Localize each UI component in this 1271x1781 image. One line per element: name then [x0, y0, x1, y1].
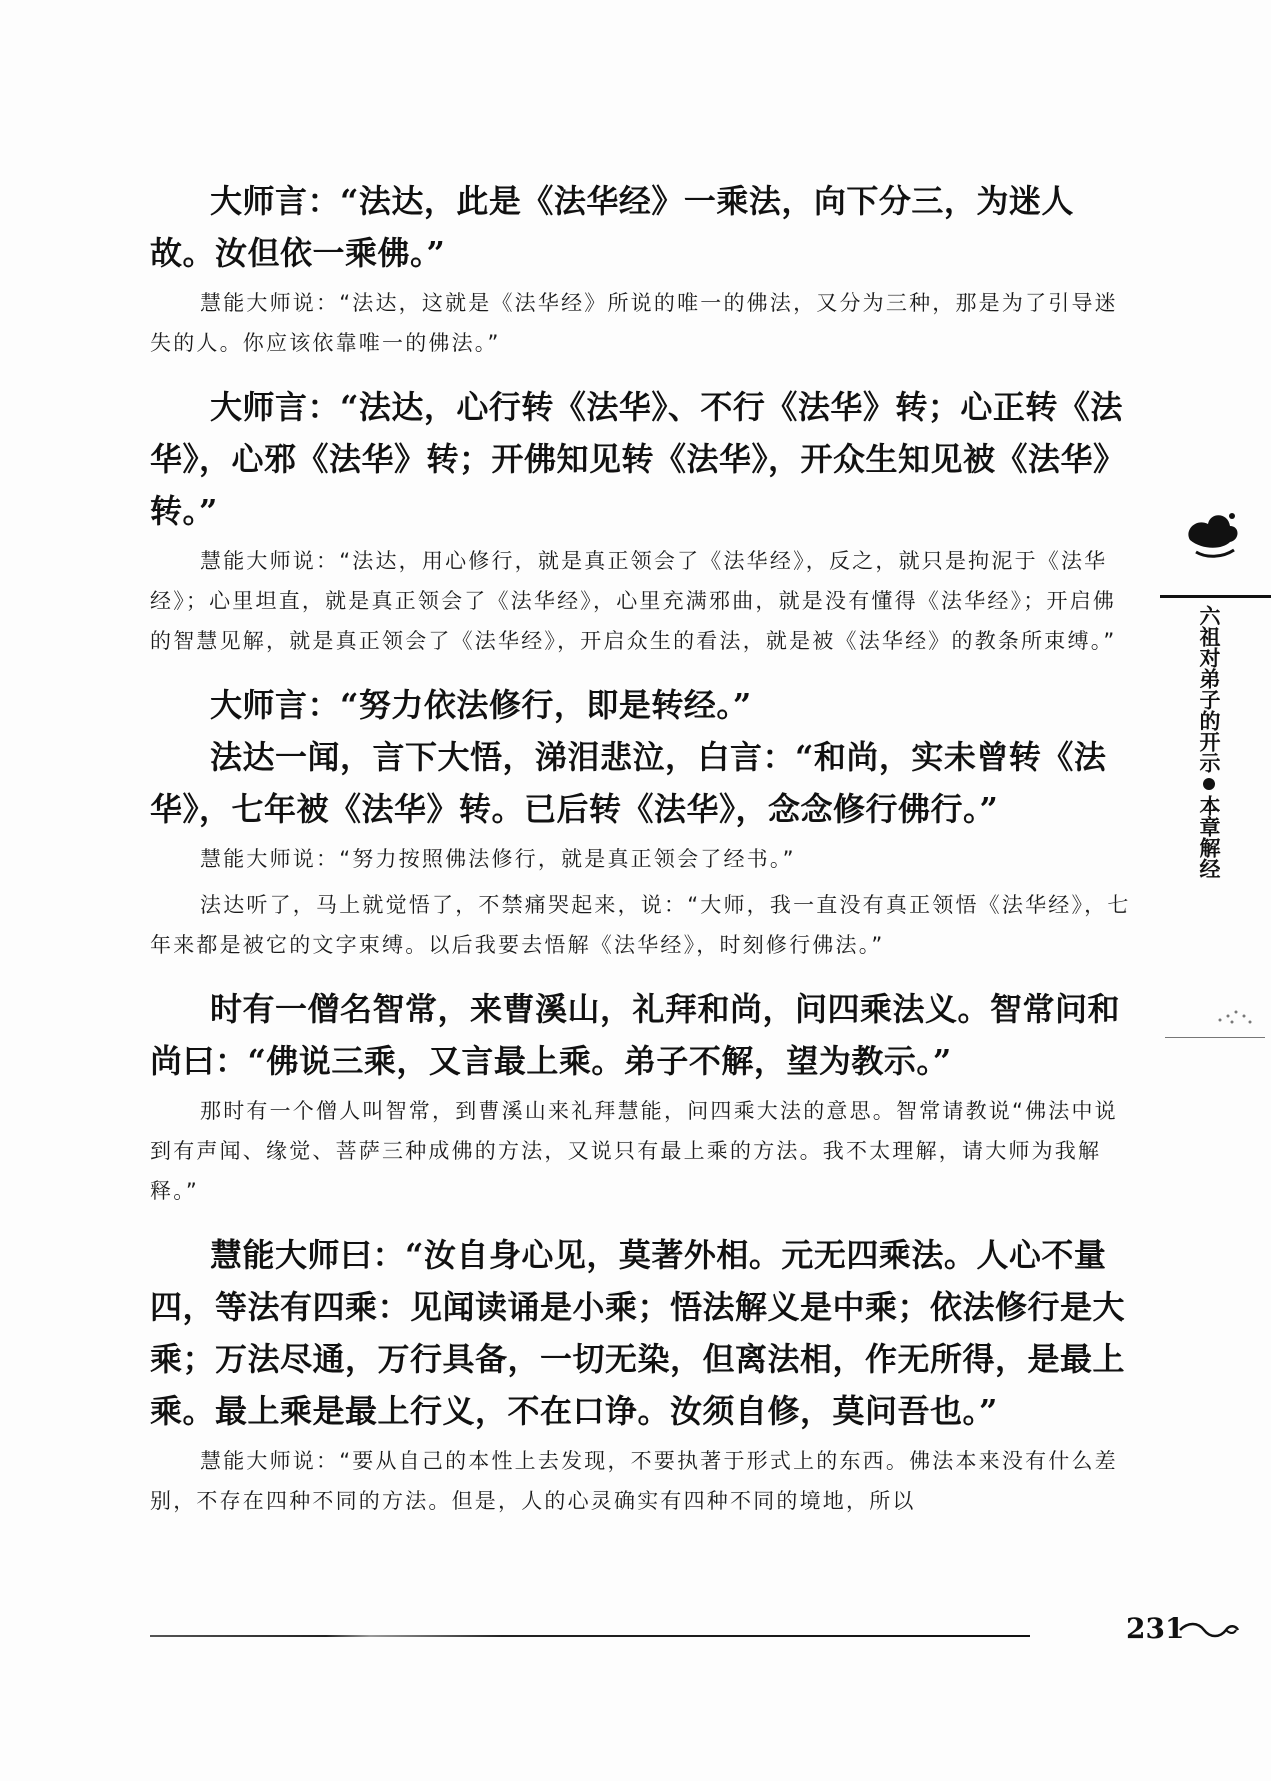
- footer-rule: [150, 1635, 1030, 1637]
- section-title: 本章解经: [1197, 795, 1221, 879]
- swirl-ornament-icon: [1178, 1618, 1240, 1640]
- dotted-cloud-icon: [1200, 1000, 1260, 1030]
- original-passage: 大师言：“法达，此是《法华经》一乘法，向下分三，为迷人故。汝但依一乘佛。”: [150, 182, 1074, 272]
- page-number: 231: [1126, 1612, 1185, 1645]
- original-passage: 大师言：“法达，心行转《法华》、不行《法华》转；心正转《法华》，心邪《法华》转；开佛知见转《法华》，开众生知见被《法华》转。”: [150, 388, 1126, 530]
- original-passage: 法达一闻，言下大悟，涕泪悲泣，白言：“和尚，实未曾转《法华》，七年被《法华》转。已后转《法华》，念念修行佛行。”: [150, 738, 1107, 828]
- bullet-dot-icon: [1203, 778, 1215, 790]
- original-passage: 大师言：“努力依法修行，即是转经。”: [210, 686, 752, 724]
- cloud-ornament-icon: [1182, 500, 1242, 570]
- original-passage: 时有一僧名智常，来曹溪山，礼拜和尚，问四乘法义。智常问和尚曰：“佛说三乘，又言最上乘。弟子不解，望为教示。”: [150, 990, 1121, 1080]
- translation-passage: 慧能大师说：“法达，用心修行，就是真正领会了《法华经》，反之，就只是拘泥于《法华经》；心里坦直，就是真正领会了《法华经》，心里充满邪曲，就是没有懂得《法华经》；开启佛的智慧见解，就是真正领会了《法华经》，开启众生的看法，就是被《法华经》的教条所束缚。”: [150, 549, 1117, 653]
- chapter-title: 六祖对弟子的开示: [1197, 605, 1221, 773]
- decorative-rule: [1165, 1037, 1265, 1038]
- sidebar-rule: [1160, 595, 1271, 598]
- translation-passage: 法达听了，马上就觉悟了，不禁痛哭起来，说：“大师，我一直没有真正领悟《法华经》，七年来都是被它的文字束缚。以后我要去悟解《法华经》，时刻修行佛法。”: [150, 893, 1131, 957]
- original-passage: 慧能大师曰：“汝自身心见，莫著外相。元无四乘法。人心不量四，等法有四乘：见闻读诵是小乘；悟法解义是中乘；依法修行是大乘；万法尽通，万行具备，一切无染，但离法相，作无所得，是最上乘。最上乘是最上行义，不在口诤。汝须自修，莫问吾也。”: [150, 1236, 1126, 1430]
- translation-passage: 那时有一个僧人叫智常，到曹溪山来礼拜慧能，问四乘大法的意思。智常请教说“佛法中说到有声闻、缘觉、菩萨三种成佛的方法，又说只有最上乘的方法。我不太理解，请大师为我解释。”: [150, 1099, 1118, 1203]
- translation-passage: 慧能大师说：“法达，这就是《法华经》所说的唯一的佛法，又分为三种，那是为了引导迷失的人。你应该依靠唯一的佛法。”: [150, 291, 1118, 355]
- running-head: [1194, 605, 1224, 879]
- translation-passage: 慧能大师说：“努力按照佛法修行，就是真正领会了经书。”: [200, 847, 796, 871]
- translation-passage: 慧能大师说：“要从自己的本性上去发现，不要执著于形式上的东西。佛法本来没有什么差别，不存在四种不同的方法。但是，人的心灵确实有四种不同的境地，所以: [150, 1449, 1118, 1513]
- main-text: [150, 175, 1135, 1539]
